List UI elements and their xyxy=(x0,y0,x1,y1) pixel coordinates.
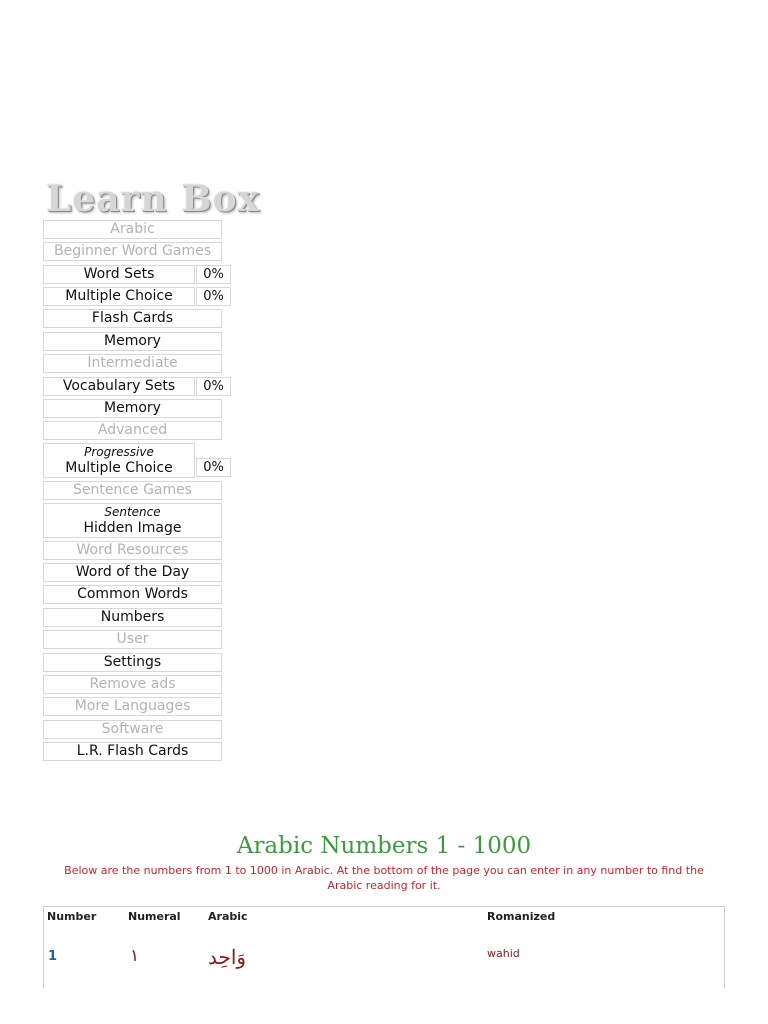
column-header-numeral: Numeral xyxy=(128,910,181,923)
menu-heading-beginner: Beginner Word Games xyxy=(43,242,222,261)
page-title: Arabic Numbers 1 - 1000 xyxy=(236,833,532,859)
word-sets-progress-badge: 0% xyxy=(196,265,231,284)
column-header-romanized: Romanized xyxy=(487,910,556,923)
site-logo[interactable]: Learn Box xyxy=(46,178,261,220)
page-description: Below are the numbers from 1 to 1000 in Arabic. At the bottom of the page you can enter in any number to find the Arabic reading for it. xyxy=(64,864,704,892)
sentence-label: Sentence xyxy=(104,505,161,519)
menu-heading-intermediate: Intermediate xyxy=(43,354,222,373)
progressive-main-label: Multiple Choice xyxy=(65,460,173,476)
menu-heading-sentence-games: Sentence Games xyxy=(43,481,222,500)
menu-item-memory-intermediate[interactable]: Memory xyxy=(43,399,222,418)
menu-item-progressive-multiple-choice[interactable] xyxy=(43,443,195,478)
hidden-image-main-label: Hidden Image xyxy=(83,520,182,536)
menu-item-word-of-the-day[interactable]: Word of the Day xyxy=(43,563,222,582)
progressive-label: Progressive xyxy=(84,445,154,459)
menu-item-common-words[interactable]: Common Words xyxy=(43,585,222,604)
cell-numeral: ١ xyxy=(130,946,140,966)
menu-heading-software: Software xyxy=(43,720,222,739)
menu-item-multiple-choice[interactable]: Multiple Choice xyxy=(43,287,195,306)
menu-item-vocabulary-sets[interactable]: Vocabulary Sets xyxy=(43,377,195,396)
cell-number[interactable]: 1 xyxy=(48,949,58,964)
menu-item-numbers[interactable]: Numbers xyxy=(43,608,222,627)
menu-item-memory[interactable]: Memory xyxy=(43,332,222,351)
multiple-choice-progress-badge: 0% xyxy=(196,287,231,306)
progressive-progress-badge: 0% xyxy=(196,458,231,477)
numbers-table xyxy=(43,906,725,988)
menu-item-more-languages[interactable]: More Languages xyxy=(43,697,222,716)
menu-item-flash-cards[interactable]: Flash Cards xyxy=(43,309,222,328)
vocabulary-sets-progress-badge: 0% xyxy=(196,377,231,396)
column-header-arabic: Arabic xyxy=(208,910,248,923)
menu-item-remove-ads[interactable]: Remove ads xyxy=(43,675,222,694)
menu-heading-word-resources: Word Resources xyxy=(43,541,222,560)
menu-heading-user: User xyxy=(43,630,222,649)
column-header-number: Number xyxy=(47,910,97,923)
cell-romanized: wahid xyxy=(487,947,520,960)
menu-item-word-sets[interactable]: Word Sets xyxy=(43,265,195,284)
menu-item-lr-flash-cards[interactable]: L.R. Flash Cards xyxy=(43,742,222,761)
cell-arabic: وَاحِد xyxy=(208,945,247,969)
menu-item-hidden-image[interactable] xyxy=(43,503,222,538)
menu-heading-advanced: Advanced xyxy=(43,421,222,440)
menu-heading-arabic: Arabic xyxy=(43,220,222,239)
menu-item-settings[interactable]: Settings xyxy=(43,653,222,672)
